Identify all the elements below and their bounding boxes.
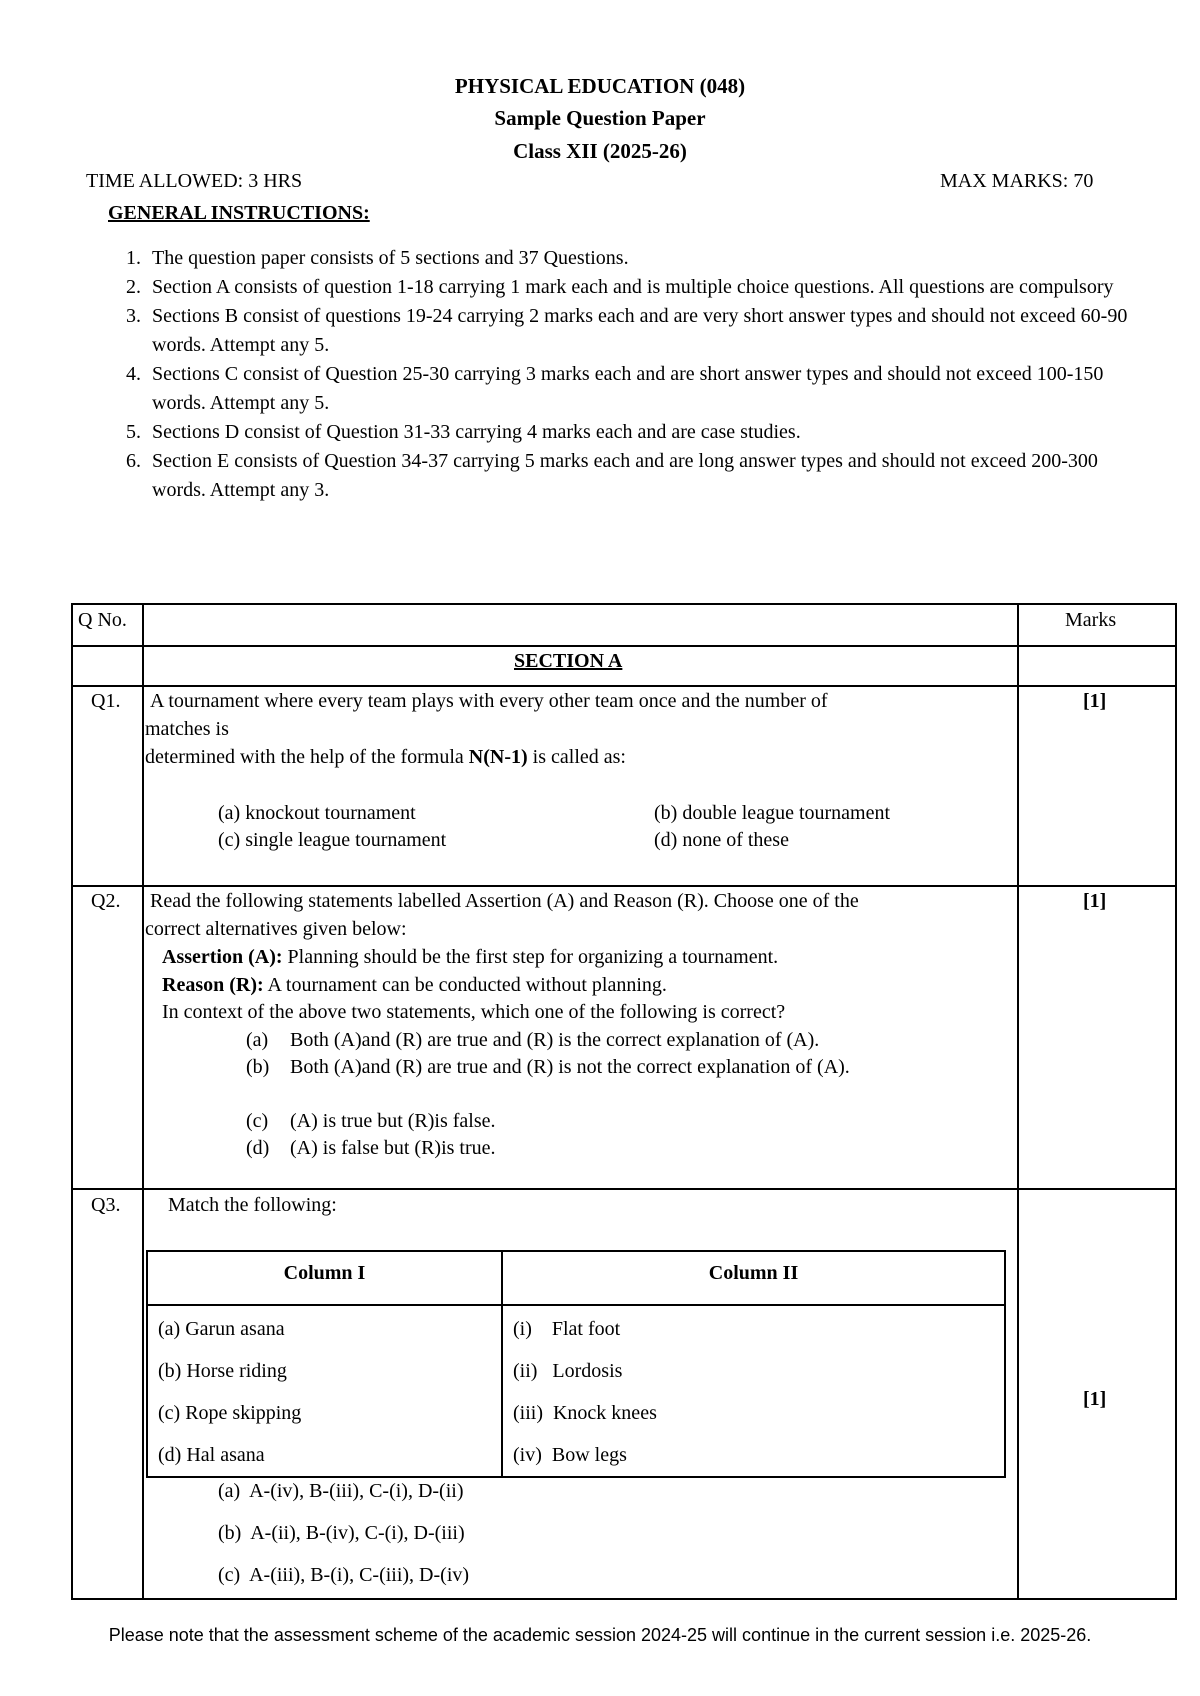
q1-option-d: (d) none of these — [654, 829, 789, 851]
q1-text: matches is — [145, 718, 229, 740]
column-2-items — [502, 1305, 1005, 1477]
q2-option-b-label: (b) — [246, 1056, 270, 1078]
table-rule — [71, 1188, 1177, 1190]
q1-option-b: (b) double league tournament — [654, 802, 891, 824]
column-2-item: (iii) Knock knees — [513, 1402, 657, 1424]
paper-title: Sample Question Paper — [494, 106, 706, 130]
q2-marks: [1] — [1083, 890, 1107, 912]
q3-option-b: (b) A-(ii), B-(iv), C-(i), D-(iii) — [218, 1522, 465, 1544]
column-1-item: (b) Horse riding — [158, 1360, 287, 1382]
q2-assertion — [162, 946, 778, 969]
table-rule — [71, 603, 1177, 605]
q3-prompt: Match the following: — [168, 1194, 337, 1216]
instruction-item: 4. Sections C consist of Question 25-30 carrying 3 marks each and are short answer types and should not exceed 100-150 words. Attempt any 5. — [146, 360, 1156, 418]
q2-option-c-label: (c) — [246, 1110, 269, 1132]
column-1-header: Column I — [147, 1251, 502, 1305]
reason-label: Reason (R): — [162, 974, 264, 996]
q3-option-c: (c) A-(iii), B-(i), C-(iii), D-(iv) — [218, 1564, 470, 1586]
column-1-items — [147, 1305, 502, 1477]
instructions-title: GENERAL INSTRUCTIONS: — [108, 202, 370, 224]
table-rule — [71, 685, 1177, 687]
q3-marks: [1] — [1083, 1388, 1107, 1410]
q2-reason — [162, 974, 667, 997]
q1-text: A tournament where every team plays with every other team once and the number of — [150, 690, 828, 712]
instructions-list — [98, 244, 1156, 505]
table-rule — [1017, 603, 1019, 1600]
q2-option-a: Both (A)and (R) are true and (R) is the correct explanation of (A). — [290, 1029, 820, 1051]
q2-option-b: Both (A)and (R) are true and (R) is not the correct explanation of (A). — [290, 1056, 850, 1078]
qno-header: Q No. — [78, 609, 127, 631]
q1-text-pre: determined with the help of the formula — [145, 746, 469, 768]
reason-text: A tournament can be conducted without planning. — [263, 974, 667, 996]
q2-context: In context of the above two statements, which one of the following is correct? — [162, 1001, 786, 1023]
match-table — [146, 1250, 1006, 1478]
q2-text: correct alternatives given below: — [145, 918, 407, 940]
q1-option-c: (c) single league tournament — [218, 829, 447, 851]
max-marks: MAX MARKS: 70 — [940, 170, 1094, 192]
section-heading: SECTION A — [514, 650, 623, 672]
q2-number: Q2. — [91, 890, 121, 912]
assertion-label: Assertion (A): — [162, 946, 283, 968]
q3-option-a: (a) A-(iv), B-(iii), C-(i), D-(ii) — [218, 1480, 464, 1502]
instruction-item: 2. Section A consists of question 1-18 carrying 1 mark each and is multiple choice questions. All questions are compulsory — [146, 273, 1156, 302]
q1-option-a: (a) knockout tournament — [218, 802, 416, 824]
column-1-item: (c) Rope skipping — [158, 1402, 302, 1424]
q1-text-post: is called as: — [527, 746, 626, 768]
q1-formula: N(N-1) — [468, 746, 528, 768]
column-2-header: Column II — [502, 1251, 1005, 1305]
column-2-item: (iv) Bow legs — [513, 1444, 627, 1466]
q2-option-d: (A) is false but (R)is true. — [290, 1137, 496, 1159]
subject-title: PHYSICAL EDUCATION (048) — [454, 74, 746, 98]
table-rule — [1175, 603, 1177, 1600]
instruction-item: 6. Section E consists of Question 34-37 carrying 5 marks each and are long answer types and should not exceed 200-300 words. Attempt any 3. — [146, 447, 1156, 505]
class-title: Class XII (2025-26) — [513, 139, 687, 163]
table-rule — [71, 603, 73, 1600]
q3-number: Q3. — [91, 1194, 121, 1216]
q1-marks: [1] — [1083, 690, 1107, 712]
instruction-item: 3. Sections B consist of questions 19-24 carrying 2 marks each and are very short answer types and should not exceed 60-90 words. Attempt any 5. — [146, 302, 1156, 360]
column-2-item: (i) Flat foot — [513, 1318, 621, 1340]
table-rule — [71, 645, 1177, 647]
footer-note: Please note that the assessment scheme of the academic session 2024-25 will continue in the current session i.e. 2025-26. — [108, 1625, 1092, 1645]
assertion-text: Planning should be the first step for organizing a tournament. — [282, 946, 779, 968]
table-rule — [71, 1598, 1177, 1600]
q2-option-c: (A) is true but (R)is false. — [290, 1110, 496, 1132]
q2-option-a-label: (a) — [246, 1029, 269, 1051]
marks-header: Marks — [1065, 609, 1117, 631]
q2-text: Read the following statements labelled Assertion (A) and Reason (R). Choose one of the — [150, 890, 859, 912]
table-rule — [142, 603, 144, 1600]
q1-text — [145, 746, 626, 769]
q1-number: Q1. — [91, 690, 121, 712]
table-rule — [71, 885, 1177, 887]
time-allowed: TIME ALLOWED: 3 HRS — [86, 170, 303, 192]
column-1-item: (d) Hal asana — [158, 1444, 265, 1466]
instruction-item: 1. The question paper consists of 5 sections and 37 Questions. — [146, 244, 1156, 273]
column-2-item: (ii) Lordosis — [513, 1360, 623, 1382]
instruction-item: 5. Sections D consist of Question 31-33 carrying 4 marks each and are case studies. — [146, 418, 1156, 447]
column-1-item: (a) Garun asana — [158, 1318, 285, 1340]
q2-option-d-label: (d) — [246, 1137, 270, 1159]
